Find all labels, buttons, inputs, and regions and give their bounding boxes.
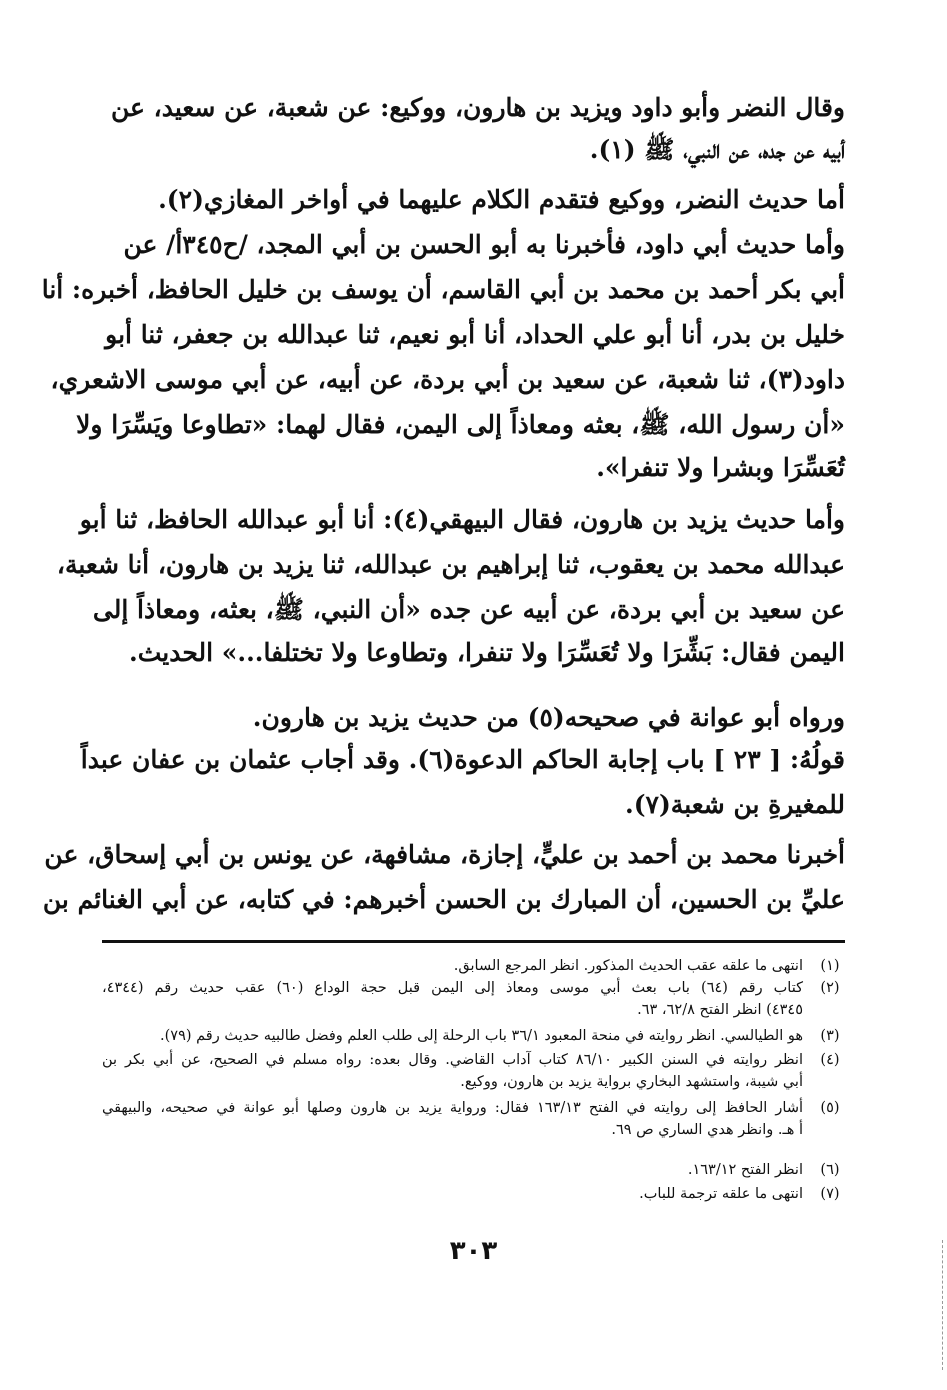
footnote-number: (١) — [820, 958, 840, 974]
text-line: أبيه عن جده، عن النبي، ﷺ (١). — [589, 135, 845, 164]
text-line: اليمن فقال: بَشِّرَا ولا تُعَسِّرَا ولا تنفرا، وتطاوعا ولا تختلفا...» الحديث. — [129, 638, 845, 667]
text-line: «أن رسول الله، ﷺ، بعثه ومعاذاً إلى اليمن، فقال لهما: «تطاوعا ويَسِّرَا ولا — [76, 410, 845, 439]
text-line: خليل بن بدر، أنا أبو علي الحداد، أنا أبو نعيم، ثنا عبدالله بن جعفر، ثنا أبو — [105, 320, 845, 349]
text-line: عن سعيد بن أبي بردة، عن أبيه عن جده «أن النبي، ﷺ، بعثه، ومعاذاً إلى — [92, 595, 845, 624]
footnote-number: (٣) — [820, 1028, 840, 1044]
footnote-number: (٦) — [820, 1162, 840, 1178]
footnote-text: انتهى ما علقه عقب الحديث المذكور. انظر المرجع السابق. — [453, 958, 803, 974]
footnote-text: كتاب رقم (٦٤) باب بعث أبي موسى ومعاذ إلى اليمن قبل حجة الوداع (٦٠) عقب حديث رقم (٤٣٤٤، — [102, 980, 803, 996]
text-line: وأما حديث يزيد بن هارون، فقال البيهقي(٤): أنا أبو عبدالله الحافظ، ثنا أبو — [79, 505, 845, 534]
footnote-text: انظر روايته في السنن الكبير ٨٦/١٠ كتاب آداب القاضي. وقال بعده: رواه مسلم في الصحيح، عن أبي بكر بن — [102, 1052, 803, 1068]
footnote-text: انظر الفتح ١٦٣/١٢. — [687, 1162, 803, 1178]
text-line: وأما حديث أبي داود، فأخبرنا به أبو الحسن بن أبي المجد، /ح٣٤٥أ/ عن — [123, 230, 845, 259]
text-line: داود(٣)، ثنا شعبة، عن سعيد بن أبي بردة، عن أبيه، عن أبي موسى الاشعري، — [50, 365, 845, 394]
footnote-number: (٤) — [820, 1052, 840, 1068]
text-line: تُعَسِّرَا وبشرا ولا تنفرا». — [596, 453, 845, 482]
text-line: للمغيرةِ بن شعبة(٧). — [624, 790, 845, 819]
footnote-number: (٥) — [820, 1100, 840, 1116]
text-line: عبدالله محمد بن يعقوب، ثنا إبراهيم بن عبدالله، ثنا يزيد بن هارون، أنا شعبة، — [56, 550, 845, 579]
footnote-text: هو الطيالسي. انظر روايته في منحة المعبود ٣٦/١ باب الرحلة إلى طلب العلم وفضل طالبيه حديث رقم (٧٩). — [160, 1028, 803, 1044]
footnote-number: (٢) — [820, 980, 840, 996]
footnote-text: أشار الحافظ إلى روايته في الفتح ١٦٣/١٣ فقال: ورواية يزيد بن هارون وصلها أبو عوانة في صحيحه، والبيهقي — [102, 1100, 803, 1116]
text-line: أبي بكر أحمد بن محمد بن أبي القاسم، أن يوسف بن خليل الحافظ، أخبره: أنا — [41, 275, 845, 304]
text-line: أما حديث النضر، ووكيع فتقدم الكلام عليهما في أواخر المغازي(٢). — [158, 185, 845, 214]
footnote-text: ٤٣٤٥) انظر الفتح ٦٢/٨، ٦٣. — [637, 1002, 803, 1018]
footnote-number: (٧) — [820, 1186, 840, 1202]
text-line: أخبرنا محمد بن أحمد بن عليٍّ، إجازة، مشافهة، عن يونس بن أبي إسحاق، عن — [44, 840, 845, 869]
text-line: قولُهُ: [ ٢٣ ] باب إجابة الحاكم الدعوة(٦). وقد أجاب عثمان بن عفان عبداً — [80, 745, 845, 774]
text-line: ورواه أبو عوانة في صحيحه(٥) من حديث يزيد بن هارون. — [252, 703, 845, 732]
page-number: ٣٠٣ — [449, 1236, 498, 1266]
footnote-divider — [102, 940, 845, 943]
text-line: وقال النضر وأبو داود ويزيد بن هارون، ووكيع: عن شعبة، عن سعيد، عن — [110, 93, 845, 122]
text-line: عليِّ بن الحسين، أن المبارك بن الحسن أخبرهم: في كتابه، عن أبي الغنائم بن — [42, 885, 845, 914]
footnote-text: أبي شيبة، واستشهد البخاري برواية يزيد بن هارون، ووكيع. — [460, 1074, 803, 1090]
footnote-text: انتهى ما علقه ترجمة للباب. — [639, 1186, 803, 1202]
page-edge — [940, 1240, 943, 1370]
footnote-text: أ هـ. وانظر هدي الساري ص ٦٩. — [611, 1122, 803, 1138]
